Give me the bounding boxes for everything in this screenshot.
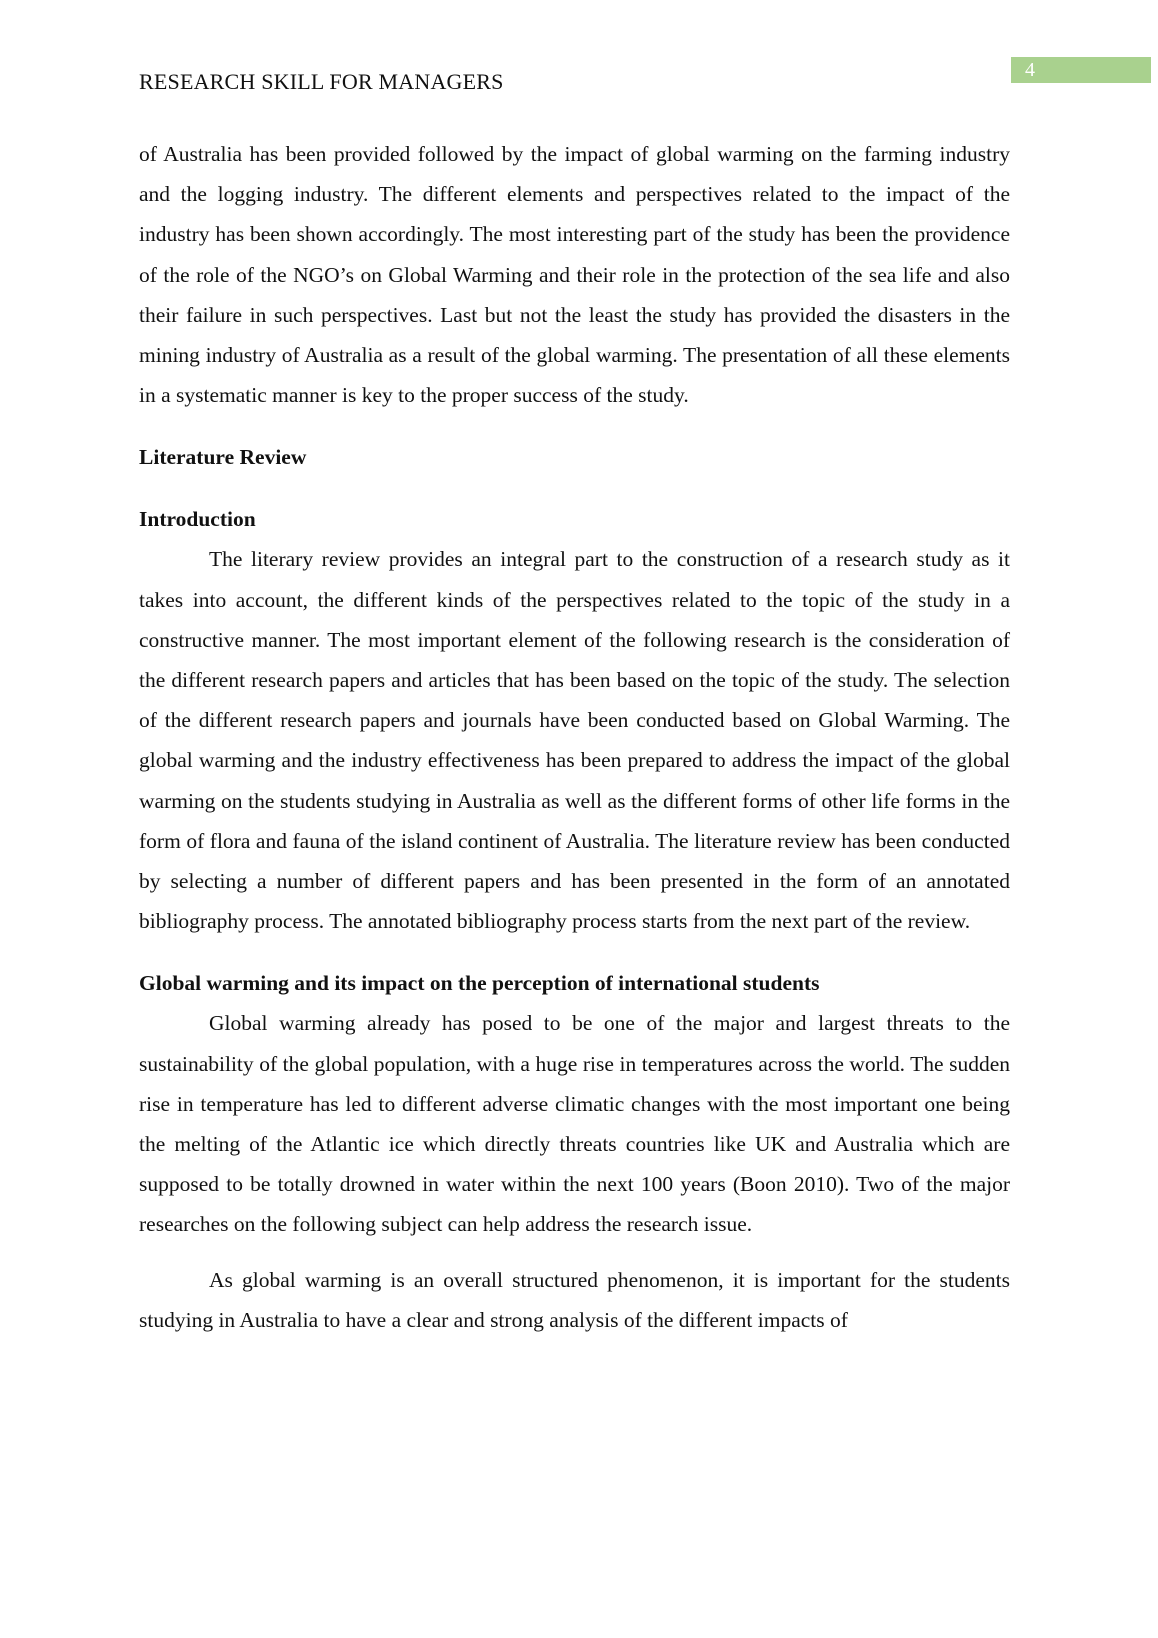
- page-number-badge: [1011, 57, 1151, 83]
- paragraph-intro-continued: of Australia has been provided followed by the impact of global warming on the farming industry and the logging industry. The different elements and perspectives related to the impact of the industry has been shown accordingly. The most interesting part of the study has been the providence of the role of the NGO’s on Global Warming and their role in the protection of the sea life and also their failure in such perspectives. Last but not the least the study has provided the disasters in the mining industry of Australia as a result of the global warming. The presentation of all these elements in a systematic manner is key to the proper success of the study.: [139, 142, 1010, 408]
- paragraph-introduction: The literary review provides an integral part to the construction of a research study as it takes into account, the different kinds of the perspectives related to the topic of the study in a constructive manner. The most important element of the following research is the consideration of the different research papers and articles that has been based on the topic of the study. The selection of the different research papers and journals have been conducted based on Global Warming. The global warming and the industry effectiveness has been prepared to address the impact of the global warming on the students studying in Australia as well as the different forms of other life forms in the form of flora and fauna of the island continent of Australia. The literature review has been conducted by selecting a number of different papers and has been presented in the form of an annotated bibliography process. The annotated bibliography process starts from the next part of the review.: [139, 547, 1010, 934]
- paragraph-global-warming-2: As global warming is an overall structured phenomenon, it is important for the students studying in Australia to have a clear and strong analysis of the different impacts of: [139, 1267, 1010, 1332]
- running-head: RESEARCH SKILL FOR MANAGERS: [139, 69, 504, 94]
- page-number: 4: [1025, 59, 1035, 81]
- document-body: [139, 134, 1010, 1340]
- heading-global-warming: Global warming and its impact on the perception of international students: [139, 971, 820, 996]
- heading-introduction: Introduction: [139, 507, 256, 532]
- paragraph-global-warming-1: Global warming already has posed to be one of the major and largest threats to the sustainability of the global population, with a huge rise in temperatures across the world. The sudden rise in temperature has led to different adverse climatic changes with the most important one being the melting of the Atlantic ice which directly threats countries like UK and Australia which are supposed to be totally drowned in water within the next 100 years (Boon 2010). Two of the major researches on the following subject can help address the research issue.: [139, 1011, 1010, 1237]
- heading-literature-review: Literature Review: [139, 445, 307, 470]
